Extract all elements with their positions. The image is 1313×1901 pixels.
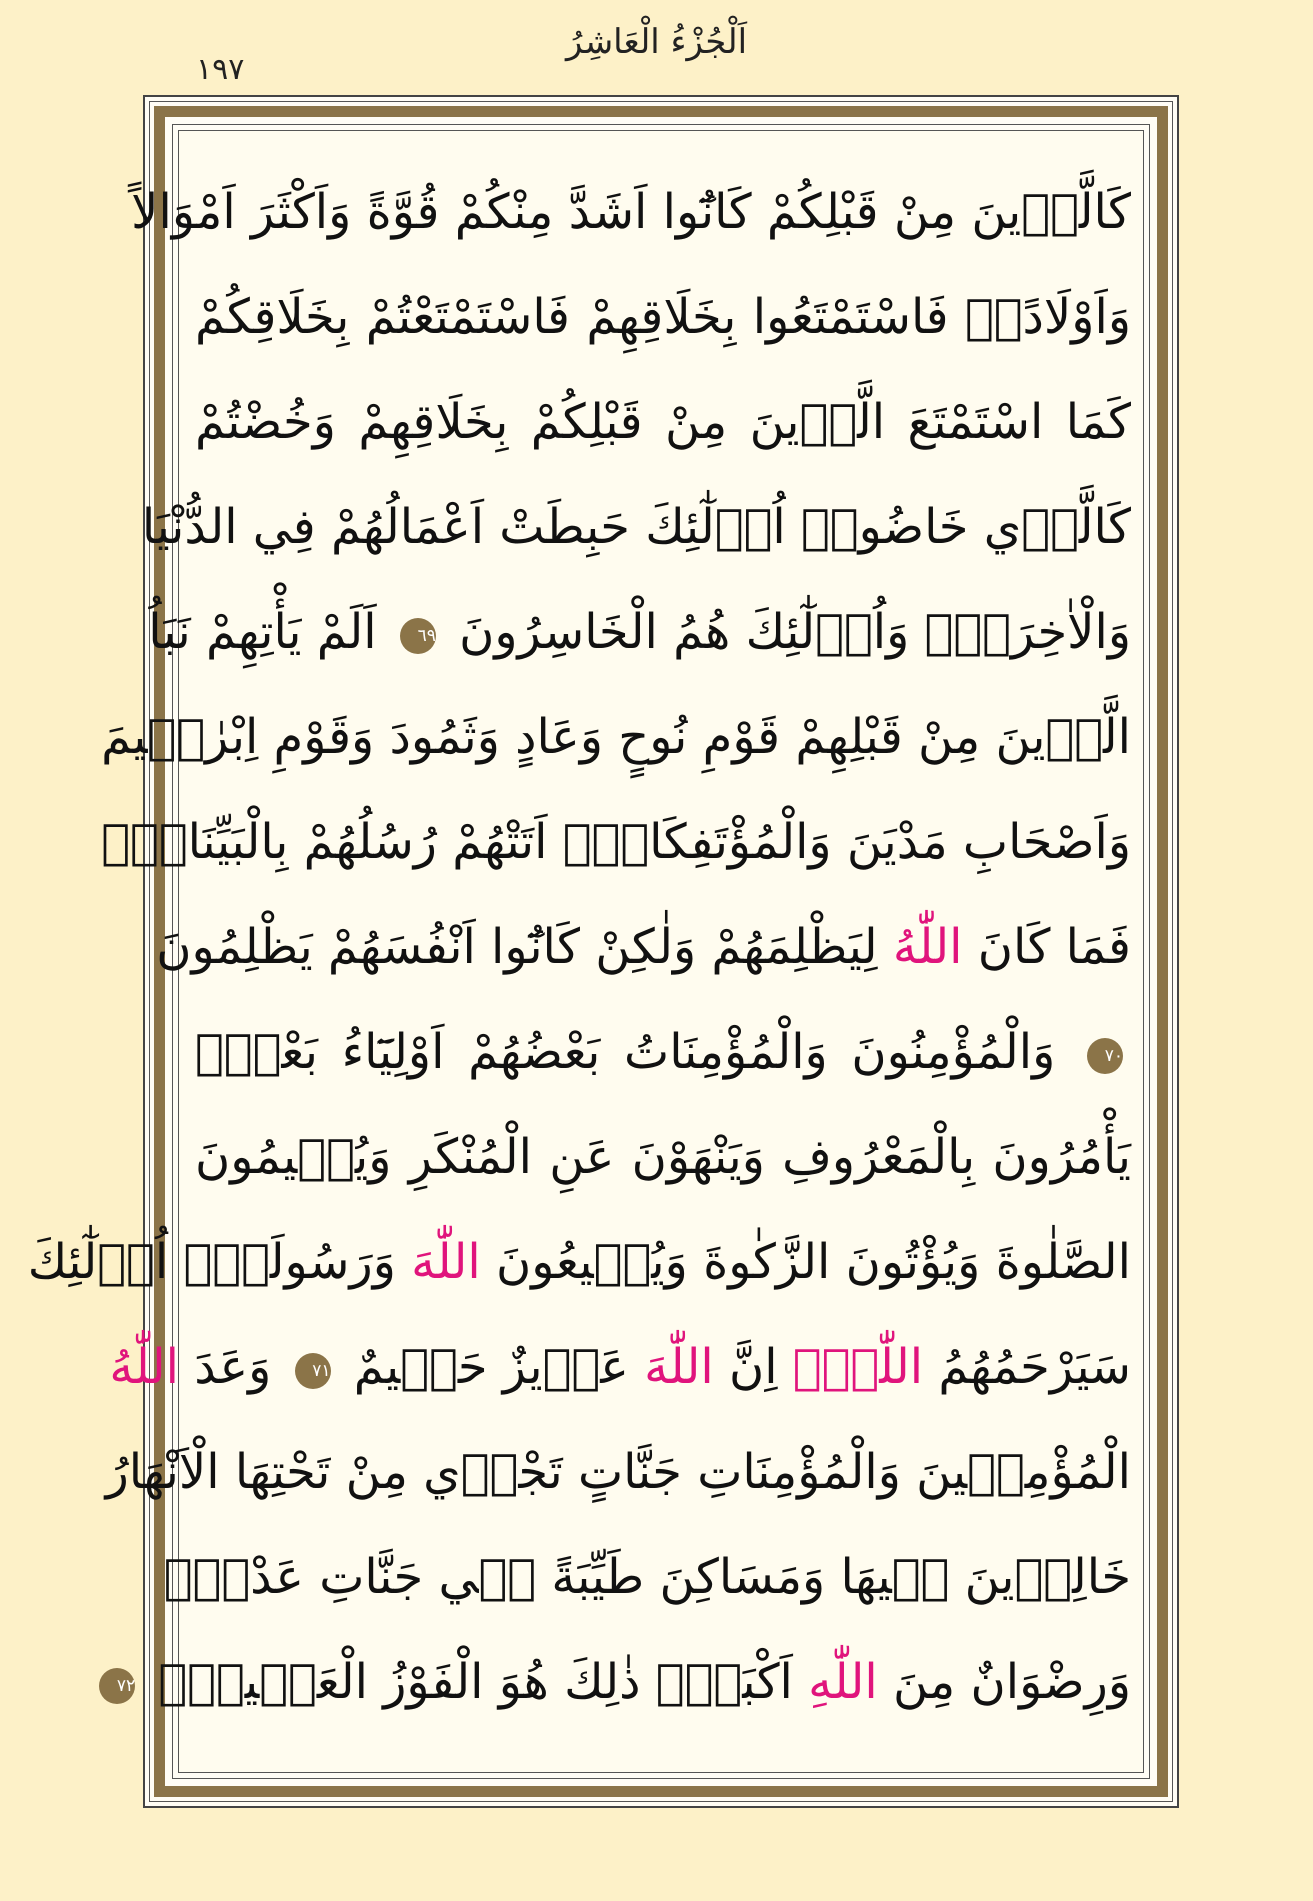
divine-name: اللّٰهُ xyxy=(109,1339,179,1395)
verse-text: سَيَرْحَمُهُمُ xyxy=(923,1339,1131,1395)
verse-text: لِيَظْلِمَهُمْ وَلٰكِنْ كَانُٓوا اَنْفُسَهُمْ يَظْلِمُونَ xyxy=(156,919,893,975)
verse-text: فَمَا كَانَ xyxy=(962,919,1131,975)
text-line xyxy=(195,372,1131,472)
verse-text: اَكْبَرُۜ ذٰلِكَ هُوَ الْفَوْزُ الْعَظ۪يمُ۟ xyxy=(143,1654,809,1710)
divine-name: اللّٰهَ xyxy=(411,1234,481,1290)
divine-name: اللّٰهُ xyxy=(892,919,963,975)
verse-number-marker: ٧١ xyxy=(295,1353,331,1389)
text-line xyxy=(195,267,1131,367)
page-header xyxy=(0,0,1313,95)
divine-name: اللّٰهُۜ xyxy=(792,1339,924,1395)
divine-name: اللّٰهَ xyxy=(644,1339,714,1395)
verse-text: كَالَّذ۪ينَ مِنْ قَبْلِكُمْ كَانُٓوا اَشَدَّ مِنْكُمْ قُوَّةً وَاَكْثَرَ اَمْوَالاً xyxy=(131,184,1131,240)
text-line xyxy=(131,162,1131,262)
verse-text: وَالْاٰخِرَةِۚ وَاُو۬لٰٓئِكَ هُمُ الْخَاسِرُونَ xyxy=(443,604,1131,660)
page-frame xyxy=(27,95,1179,1808)
page-number: ١٩٧ xyxy=(196,52,245,87)
verse-text: اِنَّ xyxy=(713,1339,793,1395)
verse-text: وَرِضْوَانٌ مِنَ xyxy=(877,1654,1131,1710)
text-line xyxy=(195,1002,1131,1102)
text-line xyxy=(105,1422,1131,1522)
verse-text: وَعَدَ xyxy=(178,1339,287,1395)
verse-number-marker: ٦٩ xyxy=(400,618,436,654)
text-line xyxy=(195,1107,1131,1207)
text-line xyxy=(109,1317,1131,1417)
verse-text: وَاَوْلَادًاۜ فَاسْتَمْتَعُوا بِخَلَاقِهِمْ فَاسْتَمْتَعْتُمْ بِخَلَاقِكُمْ xyxy=(195,289,1131,345)
verse-text: الصَّلٰوةَ وَيُؤْتُونَ الزَّكٰوةَ وَيُط۪يعُونَ xyxy=(480,1234,1131,1290)
verse-text: خَالِد۪ينَ ف۪يهَا وَمَسَاكِنَ طَيِّبَةً ف۪ي جَنَّاتِ عَدْنٍۜ xyxy=(163,1549,1131,1605)
verse-number-marker: ٧٢ xyxy=(99,1668,135,1704)
verse-text: اَلَمْ يَأْتِهِمْ نَبَاُ xyxy=(148,604,392,660)
text-line xyxy=(27,1212,1131,1312)
verse-text: وَرَسُولَهُۜ اُو۬لٰٓئِكَ xyxy=(27,1234,412,1290)
divine-name: اللّٰهِ xyxy=(808,1654,878,1710)
text-line xyxy=(101,792,1131,892)
verse-text: الَّذ۪ينَ مِنْ قَبْلِهِمْ قَوْمِ نُوحٍ وَعَادٍ وَثَمُودَ وَقَوْمِ اِبْرٰه۪يمَ xyxy=(101,709,1131,765)
text-line xyxy=(116,1632,1131,1732)
text-line xyxy=(141,477,1131,577)
verse-text: كَمَا اسْتَمْتَعَ الَّذ۪ينَ مِنْ قَبْلِكُمْ بِخَلَاقِهِمْ وَخُضْتُمْ xyxy=(195,394,1131,450)
text-line xyxy=(163,1527,1131,1627)
verse-text: وَالْمُؤْمِنُونَ وَالْمُؤْمِنَاتُ بَعْضُهُمْ اَوْلِيَٓاءُ بَعْضٍۢ xyxy=(195,1024,1079,1080)
verse-text: وَاَصْحَابِ مَدْيَنَ وَالْمُؤْتَفِكَاتِۜ اَتَتْهُمْ رُسُلُهُمْ بِالْبَيِّنَاتِۚ xyxy=(101,814,1131,870)
juz-title: اَلْجُزْءُ الْعَاشِرُ xyxy=(565,22,748,62)
verse-number-marker: ٧٠ xyxy=(1087,1038,1123,1074)
verse-text: يَأْمُرُونَ بِالْمَعْرُوفِ وَيَنْهَوْنَ عَنِ الْمُنْكَرِ وَيُق۪يمُونَ xyxy=(195,1129,1131,1185)
text-line xyxy=(101,687,1131,787)
verse-text: الْمُؤْمِن۪ينَ وَالْمُؤْمِنَاتِ جَنَّاتٍ تَجْر۪ي مِنْ تَحْتِهَا الْاَنْهَارُ xyxy=(105,1444,1131,1500)
quran-text xyxy=(27,162,1131,1742)
verse-text: كَالَّذ۪ي خَاضُواۜ اُو۬لٰٓئِكَ حَبِطَتْ اَعْمَالُهُمْ فِي الدُّنْيَا xyxy=(141,499,1131,555)
text-line xyxy=(148,582,1131,682)
verse-text: عَز۪يزٌ حَك۪يمٌ xyxy=(338,1339,645,1395)
text-line xyxy=(156,897,1131,997)
